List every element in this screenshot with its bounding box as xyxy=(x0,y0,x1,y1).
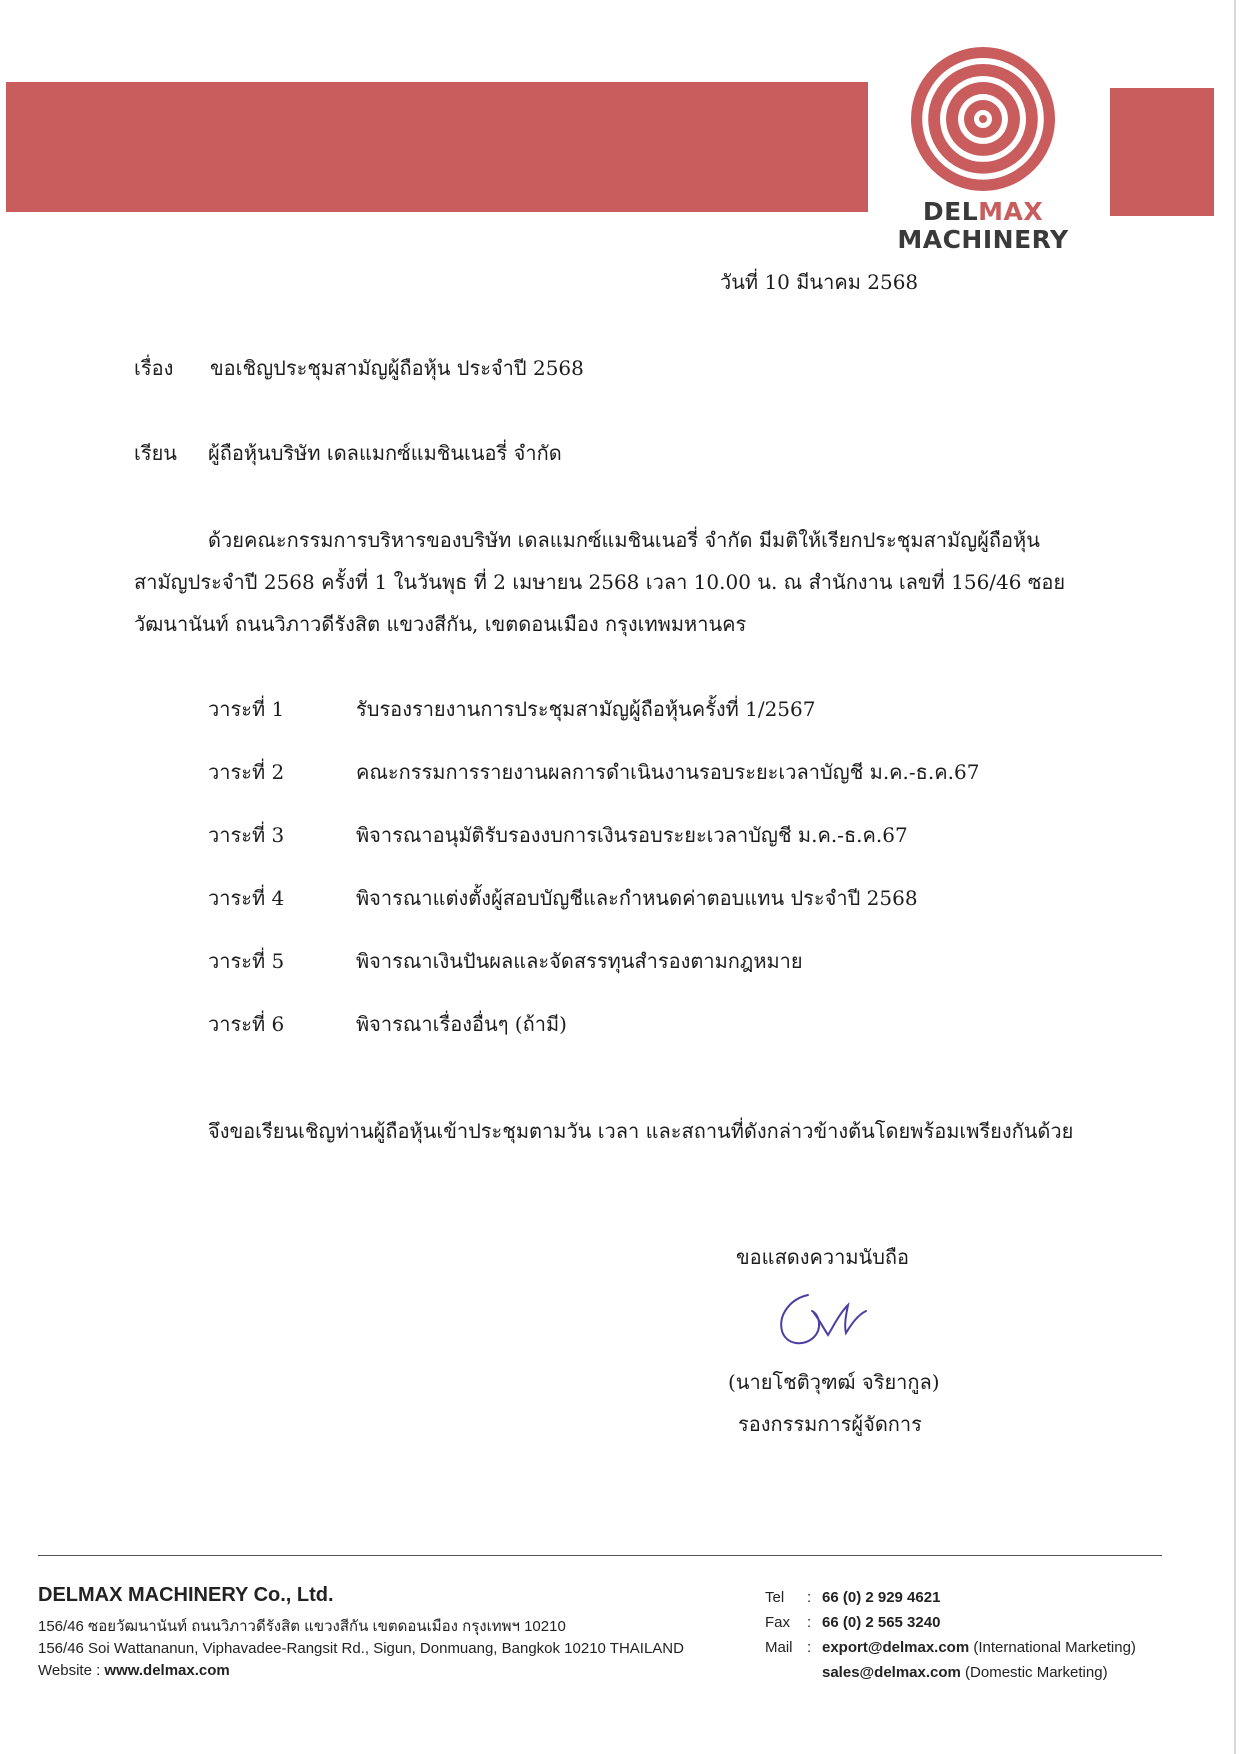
agenda-text: พิจารณาเงินปันผลและจัดสรรทุนสำรองตามกฎหมาย xyxy=(356,949,803,973)
tel-value: 66 (0) 2 929 4621 xyxy=(822,1589,941,1606)
footer-address-en: 156/46 Soi Wattananun, Viphavadee-Rangsit Rd., Sigun, Donmuang, Bangkok 10210 THAILAND xyxy=(38,1640,684,1657)
tel-colon: : xyxy=(807,1589,812,1606)
footer-address-th: 156/46 ซอยวัฒนานันท์ ถนนวิภาวดีรังสิต แขวงสีกัน เขตดอนเมือง กรุงเทพฯ 10210 xyxy=(38,1618,566,1635)
letter-date: วันที่ 10 มีนาคม 2568 xyxy=(720,270,919,294)
signer-title: รองกรรมการผู้จัดการ xyxy=(738,1412,922,1436)
footer-company-name: DELMAX MACHINERY Co., Ltd. xyxy=(38,1584,334,1606)
website-link[interactable]: www.delmax.com xyxy=(104,1662,230,1679)
fax-colon: : xyxy=(807,1614,812,1631)
delmax-logo-icon xyxy=(908,44,1058,194)
fax-label: Fax xyxy=(765,1614,791,1631)
tel-label: Tel xyxy=(765,1589,785,1606)
mail-dom-note: (Domestic Marketing) xyxy=(960,1664,1108,1681)
footer-website xyxy=(38,1662,230,1679)
agenda-number: วาระที่ 1 xyxy=(208,697,285,721)
to-text: ผู้ถือหุ้นบริษัท เดลแมกซ์แมชินเนอรี่ จำกัด xyxy=(208,441,562,465)
mail-intl-link[interactable]: export@delmax.com xyxy=(822,1639,970,1656)
agenda-text: พิจารณาแต่งตั้งผู้สอบบัญชีและกำหนดค่าตอบแทน ประจำปี 2568 xyxy=(356,886,918,910)
mail-colon: : xyxy=(807,1639,812,1656)
agenda-text: พิจารณาเรื่องอื่นๆ (ถ้ามี) xyxy=(356,1012,567,1036)
agenda-number: วาระที่ 2 xyxy=(208,760,285,784)
body-line-2: สามัญประจำปี 2568 ครั้งที่ 1 ในวันพุธ ที่ 2 เมษายน 2568 เวลา 10.00 น. ณ สำนักงาน เลขที่ 156/46 ซอย xyxy=(134,570,1066,594)
agenda-number: วาระที่ 3 xyxy=(208,823,285,847)
scan-edge-line xyxy=(1234,0,1236,1754)
mail-label: Mail xyxy=(765,1639,793,1656)
agenda-number: วาระที่ 4 xyxy=(208,886,285,910)
website-label: Website : xyxy=(38,1662,105,1679)
brand-name-line2: MACHINERY xyxy=(897,225,1069,254)
agenda-text: พิจารณาอนุมัติรับรองงบการเงินรอบระยะเวลาบัญชี ม.ค.-ธ.ค.67 xyxy=(356,823,908,847)
subject-text: ขอเชิญประชุมสามัญผู้ถือหุ้น ประจำปี 2568 xyxy=(210,356,584,380)
header-red-band-right xyxy=(1110,88,1214,216)
agenda-number: วาระที่ 5 xyxy=(208,949,285,973)
subject-label: เรื่อง xyxy=(134,356,174,380)
agenda-text: รับรองรายงานการประชุมสามัญผู้ถือหุ้นครั้งที่ 1/2567 xyxy=(356,697,816,721)
to-label: เรียน xyxy=(134,441,177,465)
footer-divider xyxy=(38,1555,1162,1556)
agenda-number: วาระที่ 6 xyxy=(208,1012,285,1036)
signature-image xyxy=(770,1285,880,1355)
body-line-3: วัฒนานันท์ ถนนวิภาวดีรังสิต แขวงสีกัน, เขตดอนเมือง กรุงเทพมหานคร xyxy=(134,612,747,636)
mail-intl-note: (International Marketing) xyxy=(969,1639,1136,1656)
agenda-text: คณะกรรมการรายงานผลการดำเนินงานรอบระยะเวลาบัญชี ม.ค.-ธ.ค.67 xyxy=(356,760,980,784)
mail-dom xyxy=(822,1664,1108,1681)
closing-sentence: จึงขอเรียนเชิญท่านผู้ถือหุ้นเข้าประชุมตามวัน เวลา และสถานที่ดังกล่าวข้างต้นโดยพร้อมเพรียงกันด้วย xyxy=(208,1119,1074,1143)
body-line-1: ด้วยคณะกรรมการบริหารของบริษัท เดลแมกซ์แมชินเนอรี่ จำกัด มีมติให้เรียกประชุมสามัญผู้ถือหุ้น xyxy=(208,528,1040,552)
mail-dom-link[interactable]: sales@delmax.com xyxy=(822,1664,961,1681)
regards-text: ขอแสดงความนับถือ xyxy=(736,1245,910,1269)
mail-intl xyxy=(822,1639,1136,1656)
header-red-band-left xyxy=(6,82,868,212)
fax-value: 66 (0) 2 565 3240 xyxy=(822,1614,941,1631)
brand-name-line1: DELMAX xyxy=(922,197,1044,226)
signer-name: (นายโชติวุฑฒ์ จริยากูล) xyxy=(728,1370,940,1394)
